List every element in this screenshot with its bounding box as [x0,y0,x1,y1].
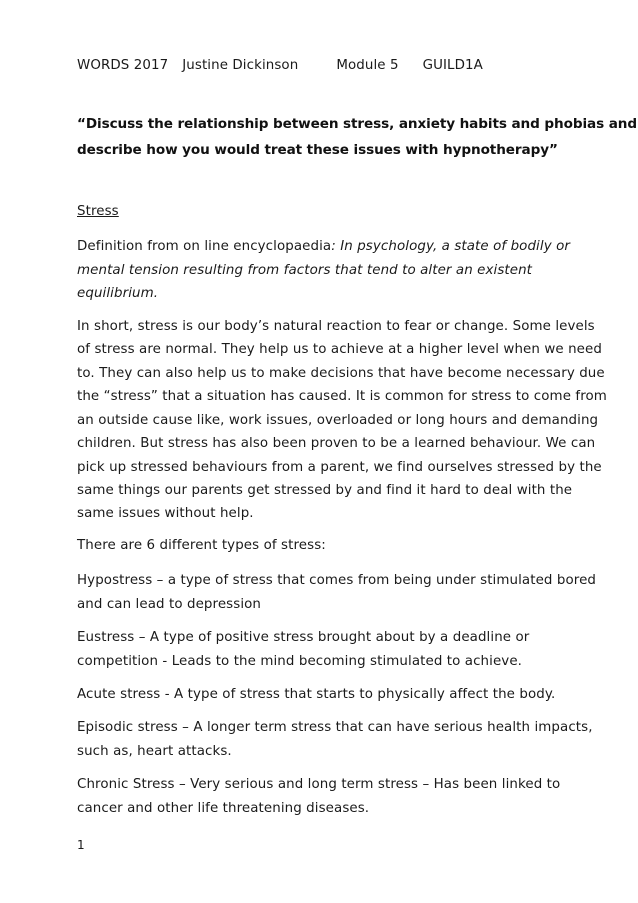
stress-type-episodic: Episodic stress – A longer term stress that can have serious health impacts, [77,720,593,735]
paragraph-line: the “stress” that a situation has caused. It is common for stress to come from [77,389,607,404]
definition-line-1 [77,239,570,254]
paragraph-line: of stress are normal. They help us to achieve at a higher level when we need [77,342,602,357]
essay-title-line-1: “Discuss the relationship between stress, anxiety habits and phobias and [77,116,638,132]
paragraph-line: same issues without help. [77,506,254,521]
paragraph-line: same things our parents get stressed by and find it hard to deal with the [77,483,573,498]
definition-line-3: equilibrium. [77,286,159,301]
stress-type-chronic-cont: cancer and other life threatening diseases. [77,801,370,816]
header-author: Justine Dickinson [182,58,299,73]
stress-type-eustress: Eustress – A type of positive stress brought about by a deadline or [77,630,530,645]
paragraph-line: In short, stress is our body’s natural reaction to fear or change. Some levels [77,319,595,334]
definition-colon: : [331,239,336,254]
paragraph-line: pick up stressed behaviours from a parent, we find ourselves stressed by the [77,460,602,475]
definition-line-2: mental tension resulting from factors that tend to alter an existent [77,263,533,278]
stress-type-chronic: Chronic Stress – Very serious and long term stress – Has been linked to [77,777,561,792]
header-words: WORDS 2017 [77,58,169,73]
paragraph-line: to. They can also help us to make decisions that have become necessary due [77,366,605,381]
page-number: 1 [77,838,85,852]
paragraph-line: children. But stress has also been proven to be a learned behaviour. We can [77,436,596,451]
stress-type-hypostress-cont: and can lead to depression [77,597,262,612]
header-code: GUILD1A [422,58,483,73]
stress-type-episodic-cont: such as, heart attacks. [77,744,232,759]
stress-type-acute: Acute stress - A type of stress that starts to physically affect the body. [77,687,556,702]
essay-title-line-2: describe how you would treat these issues with hypnotherapy” [77,142,558,158]
types-intro: There are 6 different types of stress: [77,538,326,553]
stress-type-eustress-cont: competition - Leads to the mind becoming stimulated to achieve. [77,654,523,669]
definition-lead: Definition from on line encyclopaedia [77,239,332,254]
definition-text-1: In psychology, a state of bodily or [335,239,570,254]
section-heading-stress: Stress [77,204,119,219]
stress-type-hypostress: Hypostress – a type of stress that comes from being under stimulated bored [77,573,597,588]
paragraph-line: an outside cause like, work issues, overloaded or long hours and demanding [77,413,599,428]
document-header [77,58,483,73]
header-module: Module 5 [336,58,399,73]
